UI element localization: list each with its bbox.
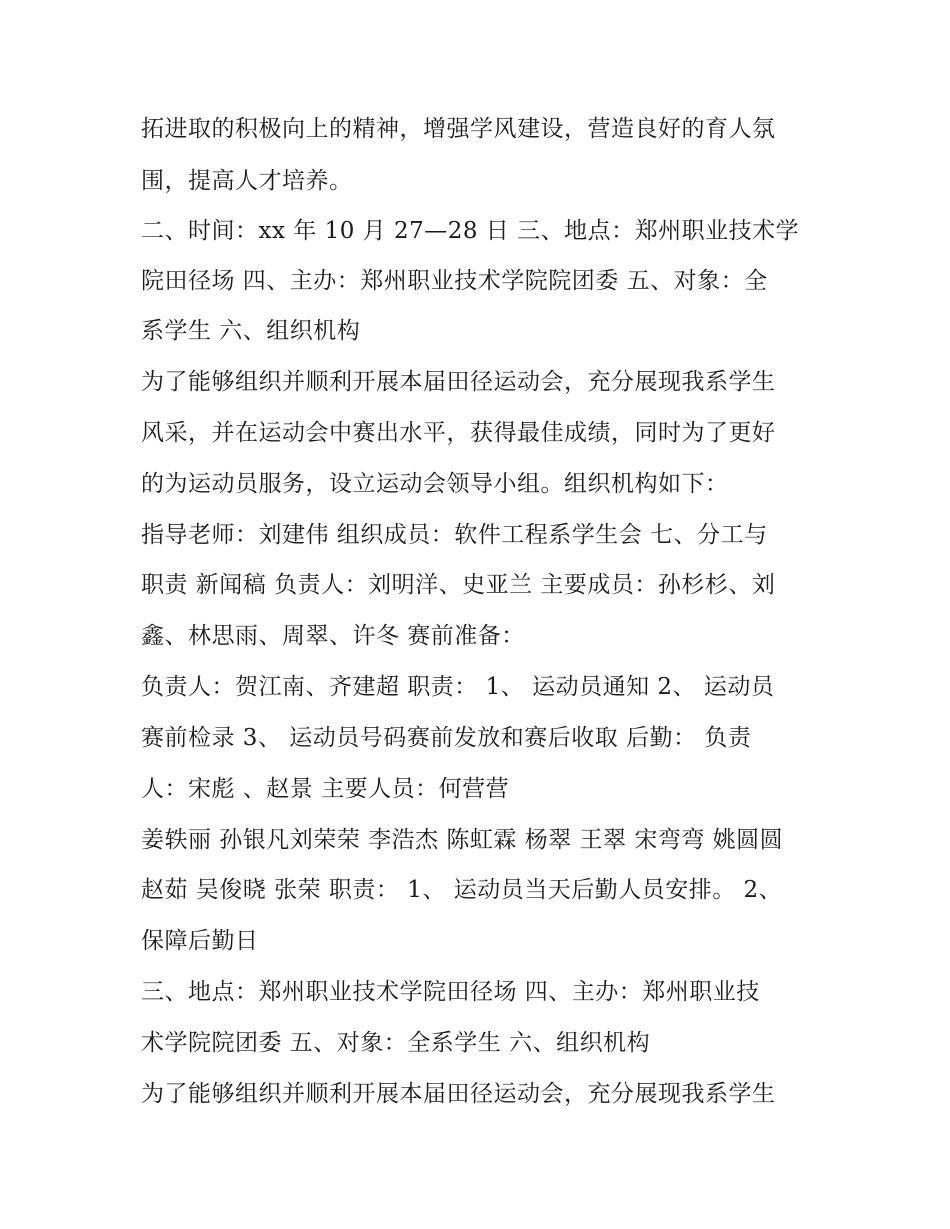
text-line: 指导老师：刘建伟 组织成员：软件工程系学生会 七、分工与	[141, 522, 768, 548]
text-line: 负责人：贺江南、齐建超 职责： 1、 运动员通知 2、 运动员	[141, 674, 775, 700]
text-line: 为了能够组织并顺利开展本届田径运动会，充分展现我系学生	[141, 369, 776, 395]
text-line: 职责 新闻稿 负责人：刘明洋、史亚兰 主要成员：孙杉杉、刘	[141, 572, 776, 598]
text-line: 保障后勤日	[141, 928, 259, 954]
text-line: 三、地点：郑州职业技术学院田径场 四、主办：郑州职业技	[141, 979, 760, 1005]
text-line: 的为运动员服务，设立运动会领导小组。组织机构如下：	[141, 471, 729, 497]
text-line: 人：宋彪 、赵景 主要人员：何营营	[141, 776, 510, 802]
text-line: 拓进取的积极向上的精神，增强学风建设，营造良好的育人氛	[141, 116, 776, 142]
text-line: 赵茹 吴俊晓 张荣 职责： 1、 运动员当天后勤人员安排。 2、	[141, 877, 783, 903]
text-line: 二、时间：xx 年 10 月 27—28 日 三、地点：郑州职业技术学	[141, 218, 800, 244]
text-line: 鑫、林思雨、周翠、许冬 赛前准备：	[141, 623, 525, 649]
text-line: 赛前检录 3、 运动员号码赛前发放和赛后收取 后勤： 负责	[141, 725, 752, 751]
text-line: 风采，并在运动会中赛出水平，获得最佳成绩，同时为了更好	[141, 420, 776, 446]
text-line: 为了能够组织并顺利开展本届田径运动会，充分展现我系学生	[141, 1081, 776, 1107]
text-line: 院田径场 四、主办：郑州职业技术学院院团委 五、对象：全	[141, 268, 768, 294]
text-line: 术学院院团委 五、对象：全系学生 六、组织机构	[141, 1030, 651, 1056]
text-line: 围，提高人才培养。	[141, 168, 353, 194]
text-line: 系学生 六、组织机构	[141, 318, 361, 344]
text-line: 姜轶丽 孙银凡刘荣荣 李浩杰 陈虹霖 杨翠 王翠 宋弯弯 姚圆圆	[141, 827, 784, 853]
